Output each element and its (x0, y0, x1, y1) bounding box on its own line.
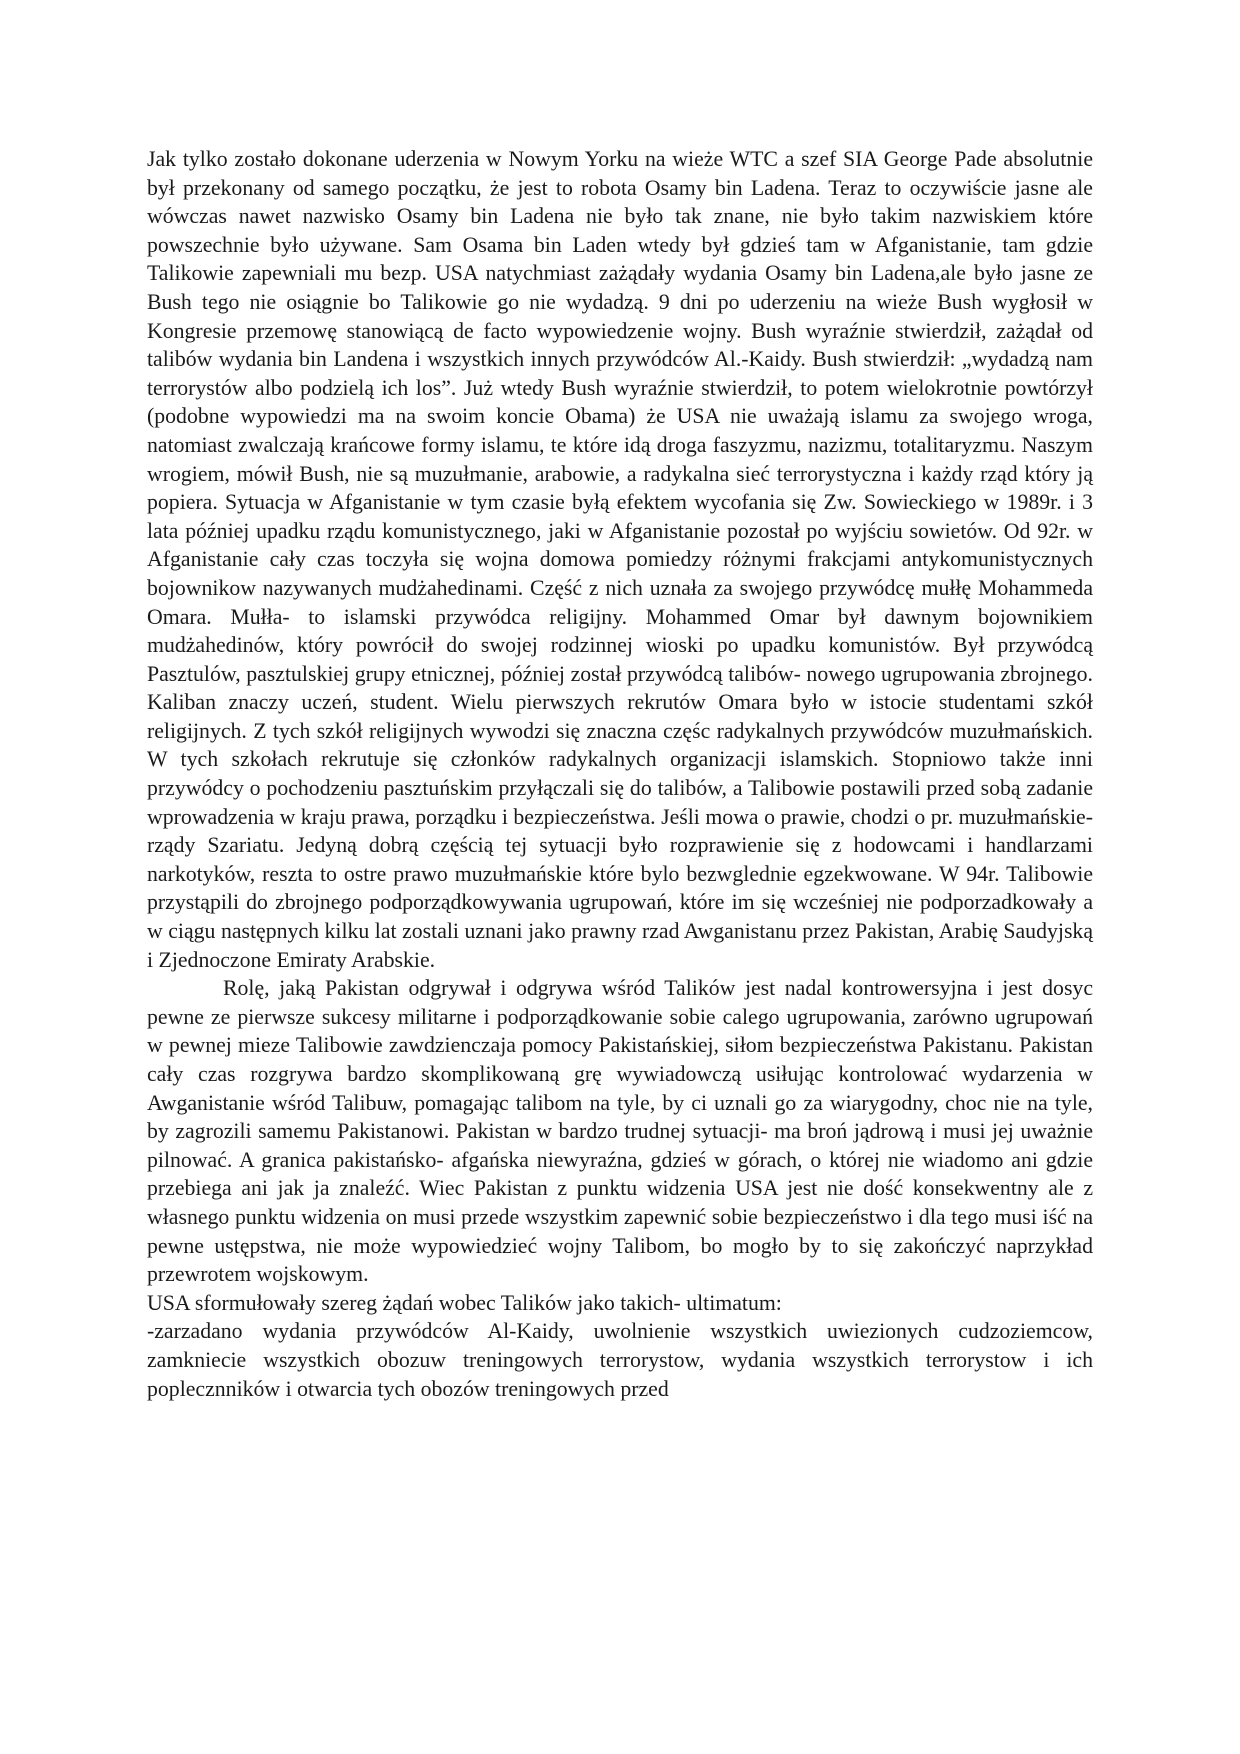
paragraph-pakistan-role: Rolę, jaką Pakistan odgrywał i odgrywa wśród Talików jest nadal kontrowersyjna i jest dosyc pewne ze pierwsze sukcesy militarne i podporządkowanie sobie calego ugrupowania, zarówno ugrupowań w pewnej mieze Talibowie zawdzienczaja pomocy Pakistańskiej, siłom bezpieczeństwa Pakistanu. Pakistan cały czas rozgrywa bardzo skomplikowaną grę wywiadowczą usiłując kontrolować wydarzenia w Awganistanie wśród Talibuw, pomagając talibom na tyle, by ci uznali go za wiarygodny, choc nie na tyle, by zagrozili samemu Pakistanowi. Pakistan w bardzo trudnej sytuacji- ma broń jądrową i musi jej uważnie pilnować. A granica pakistańsko- afgańska niewyraźna, gdzieś w górach, o której nie wiadomo ani gdzie przebiega ani jak ja znaleźć. Wiec Pakistan z punktu widzenia USA jest nie dość konsekwentny ale z własnego punktu widzenia on musi przede wszystkim zapewnić sobie bezpieczeństwo i dla tego musi iść na pewne ustępstwa, nie może wypowiedzieć wojny Talibom, bo mogło by to się zakończyć naprzykład przewrotem wojskowym. (147, 976, 1093, 1287)
paragraph-usa-demands-list: -zarzadano wydania przywódców Al-Kaidy, uwolnienie wszystkich uwiezionych cudzoziemcow, zamkniecie wszystkich obozuw treningowych terrorystow, wydania wszystkich terrorystow i ich poplecznników i otwarcia tych obozów treningowych przed (147, 1319, 1093, 1401)
paragraph-intro: Jak tylko zostało dokonane uderzenia w Nowym Yorku na wieże WTC a szef SIA George Pade absolutnie był przekonany od samego początku, że jest to robota Osamy bin Ladena. Teraz to oczywiście jasne ale wówczas nawet nazwisko Osamy bin Ladena nie było tak znane, nie było takim nazwiskiem które powszechnie było używane. Sam Osama bin Laden wtedy był gdzieś tam w Afganistanie, tam gdzie Talikowie zapewniali mu bezp. USA natychmiast zażądały wydania Osamy bin Ladena,ale było jasne ze Bush tego nie osiągnie bo Talikowie go nie wydadzą. 9 dni po uderzeniu na wieże Bush wygłosił w Kongresie przemowę stanowiącą de facto wypowiedzenie wojny. Bush wyraźnie stwierdził, zażądał od talibów wydania bin Landena i wszystkich innych przywódców Al.-Kaidy. Bush stwierdził: „wydadzą nam terrorystów albo podzielą ich los”. Już wtedy Bush wyraźnie stwierdził, to potem wielokrotnie powtórzył (podobne wypowiedzi ma na swoim koncie Obama) że USA nie uważają islamu za swojego wroga, natomiast zwalczają krańcowe formy islamu, te które idą droga faszyzmu, nazizmu, totalitaryzmu. Naszym wrogiem, mówił Bush, nie są muzułmanie, arabowie, a radykalna sieć terrorystyczna i każdy rząd który ją popiera. Sytuacja w Afganistanie w tym czasie byłą efektem wycofania się Zw. Sowieckiego w 1989r. i 3 lata później upadku rządu komunistycznego, jaki w Afganistanie pozostał po wyjściu sowietów. Od 92r. w Afganistanie cały czas toczyła się wojna domowa pomiedzy różnymi frakcjami antykomunistycznych bojownikow nazywanych mudżahedinami. Część z nich uznała za swojego przywódcę mułłę Mohammeda Omara. Mułła- to islamski przywódca religijny. Mohammed Omar był dawnym bojownikiem mudżahedinów, który powrócił do swojej rodzinnej wioski po upadku komunistów. Był przywódcą Pasztulów, pasztulskiej grupy etnicznej, później został przywódcą talibów- nowego ugrupowania zbrojnego. Kaliban znaczy uczeń, student. Wielu pierwszych rekrutów Omara było w istocie studentami szkół religijnych. Z tych szkół religijnych wywodzi się znaczna częśc radykalnych przywódców muzułmańskich. W tych szkołach rekrutuje się członków radykalnych organizacji islamskich. Stopniowo także inni przywódcy o pochodzeniu pasztuńskim przyłączali się do talibów, a Talibowie postawili przed sobą zadanie wprowadzenia w kraju prawa, porządku i bezpieczeństwa. Jeśli mowa o prawie, chodzi o pr. muzułmańskie- rządy Szariatu. Jedyną dobrą częścią tej sytuacji było rozprawienie się z hodowcami i handlarzami narkotyków, reszta to ostre prawo muzułmańskie które bylo bezwglednie egzekwowane. W 94r. Talibowie przystąpili do zbrojnego podporządkowywania ugrupowań, które im się wcześniej nie podporzadkowały a w ciągu następnych kilku lat zostali uznani jako prawny rzad Awganistanu przez Pakistan, Arabię Saudyjską i Zjednoczone Emiraty Arabskie. (147, 147, 1093, 972)
paragraph-usa-demands-heading: USA sformułowały szereg żądań wobec Talików jako takich- ultimatum: (147, 1290, 782, 1315)
document-page (147, 145, 1093, 1403)
